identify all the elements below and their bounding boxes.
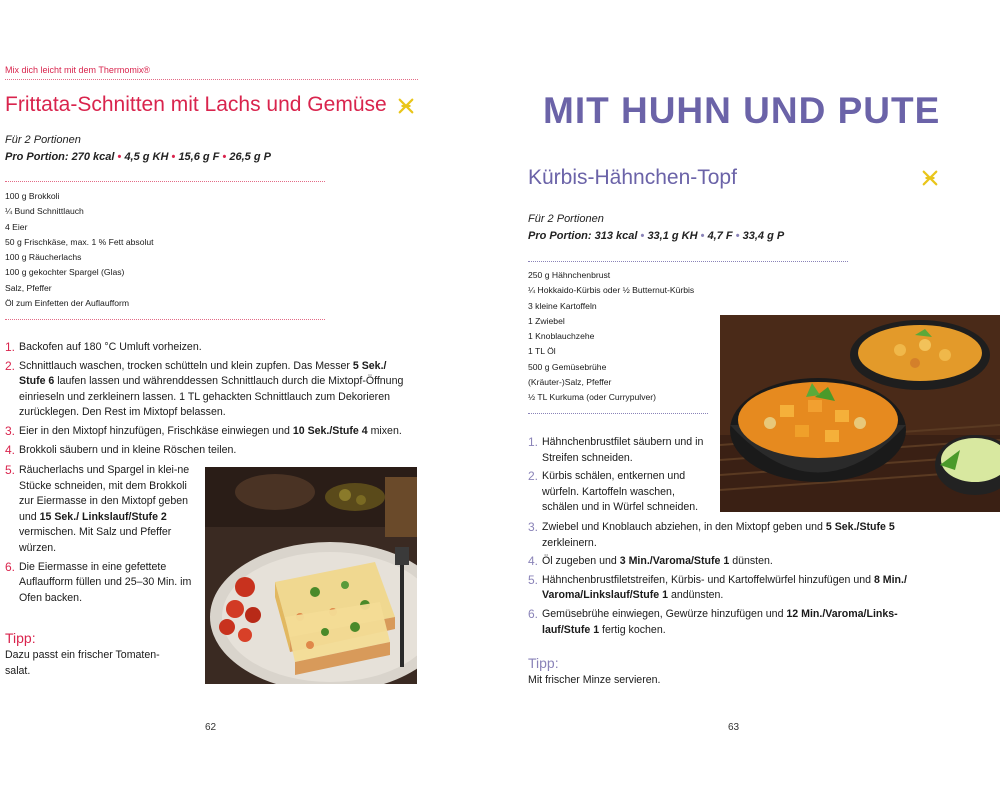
step-item — [5, 340, 412, 356]
ingredient-item: Salz, Pfeffer — [5, 282, 52, 293]
step-text: Öl zugeben und — [542, 555, 620, 568]
divider — [5, 319, 325, 320]
ingredient-item: ½ TL Kurkuma (oder Currypulver) — [528, 392, 656, 403]
step-number: 5. — [528, 572, 539, 587]
recipe-title: Frittata-Schnitten mit Lachs und Gemüse — [5, 93, 387, 116]
step-item — [5, 560, 195, 607]
step-number: 5. — [5, 463, 16, 477]
nutrition-protein: 33,4 g P — [742, 230, 785, 242]
step-item — [5, 359, 412, 421]
tip-text: Mit frischer Minze servieren. — [528, 674, 661, 686]
step-item — [5, 424, 412, 440]
step-list — [5, 340, 412, 461]
step-text: Zwiebel und Knoblauch abziehen, in den Mixtopf geben und — [542, 521, 826, 533]
thermomix-icon — [397, 97, 415, 115]
ingredient-list — [5, 189, 154, 311]
servings: Für 2 Portionen — [528, 213, 604, 225]
step-setting: 15 Sek./ Linkslauf/Stufe 2 — [39, 510, 167, 523]
step-item — [528, 469, 710, 516]
step-text: zerkleinern. — [542, 536, 597, 549]
ingredient-item: 1 Zwiebel — [528, 315, 565, 326]
servings: Für 2 Portionen — [5, 134, 81, 146]
recipe-title: Kürbis-Hähnchen-Topf — [528, 166, 737, 189]
step-text: Die Eiermasse in eine gefettete Auflaufform füllen und 25–30 Min. im Ofen backen. — [19, 560, 192, 604]
step-item — [528, 554, 928, 570]
step-text: Hähnchenbrustfiletstreifen, Kürbis- und Kartoffelwürfel hinzufügen und — [542, 573, 874, 586]
divider — [528, 413, 708, 414]
thermomix-icon — [921, 169, 939, 187]
ingredient-item: 1 TL Öl — [528, 346, 556, 357]
nutrition-info: Pro Portion: 270 kcal • 4,5 g KH • 15,6 g F • 26,5 g P — [5, 151, 271, 163]
step-text: andünsten. — [668, 589, 724, 602]
step-item — [5, 443, 412, 459]
tip-label: Tipp: — [5, 630, 36, 646]
step-number: 1. — [5, 340, 16, 354]
step-number: 4. — [528, 554, 539, 569]
nutrition-fat: 15,6 g F — [178, 151, 220, 163]
ingredient-item: 1 Knoblauchzehe — [528, 331, 595, 342]
nutrition-info: Pro Portion: 313 kcal • 33,1 g KH • 4,7 F • 33,4 g P — [528, 230, 785, 242]
step-number: 6. — [5, 559, 16, 574]
tip-label: Tipp: — [528, 655, 559, 671]
step-setting: 5 Sek./ Stufe 6 — [19, 359, 387, 388]
nutrition-kcal: 313 kcal — [594, 230, 638, 242]
nutrition-protein: 26,5 g P — [229, 151, 271, 163]
ingredient-item: 4 Eier — [5, 221, 28, 232]
step-text: fertig kochen. — [599, 623, 666, 636]
nutrition-label: Pro Portion: — [528, 230, 592, 242]
ingredient-list — [528, 268, 694, 406]
ingredient-item: 500 g Gemüsebrühe — [528, 361, 607, 372]
step-setting: 12 Min./Varoma/Links-lauf/Stufe 1 — [542, 607, 898, 636]
ingredient-item: 100 g Räucherlachs — [5, 252, 82, 263]
step-text: Backofen auf 180 °C Umluft vorheizen. — [19, 341, 202, 353]
right-page — [500, 0, 1000, 800]
nutrition-label: Pro Portion: — [5, 151, 69, 163]
step-text: laufen lassen und währenddessen Schnittlauch durch die Mixtopf-Öffnung einrieseln und zerkleinern lassen. 1 TL gehackten Schnittlauch zum Dekorieren zurücklegen. Den Rest im Mixtopf belassen. — [19, 375, 404, 419]
step-number: 2. — [528, 469, 539, 484]
ingredient-item: 50 g Frischkäse, max. 1 % Fett absolut — [5, 236, 154, 247]
step-text: Gemüsebrühe einwiegen, Gewürze hinzufügen und — [542, 607, 787, 620]
ingredient-item: 250 g Hähnchenbrust — [528, 270, 611, 280]
pumpkin-chicken-photo — [720, 315, 1000, 512]
step-text: Räucherlachs und Spargel in klei-ne Stücke schneiden, mit dem Brokkoli zur Eiermasse in den Mixtopf geben und — [19, 464, 190, 523]
ingredient-item: ¼ Bund Schnittlauch — [5, 206, 84, 217]
step-text: Schnittlauch waschen, trocken schütteln und klein zupfen. Das Messer — [19, 359, 353, 372]
step-text: Kürbis schälen, entkernen und würfeln. Kartoffeln waschen, schälen und in Würfel schneiden. — [542, 470, 699, 514]
step-item — [528, 520, 928, 551]
step-setting: 5 Sek./Stufe 5 — [825, 521, 895, 533]
frittata-photo — [205, 467, 417, 684]
step-number: 1. — [528, 435, 539, 449]
divider — [528, 261, 848, 262]
ingredient-item: 100 g gekochter Spargel (Glas) — [5, 267, 125, 278]
step-text: Brokkoli säubern und in kleine Röschen teilen. — [19, 443, 237, 456]
nutrition-kcal: 270 kcal — [71, 151, 115, 163]
step-text: vermischen. Mit Salz und Pfeffer würzen. — [19, 526, 172, 554]
ingredient-item: (Kräuter-)Salz, Pfeffer — [528, 377, 612, 388]
step-item — [5, 463, 195, 557]
step-item — [528, 573, 928, 604]
page-number: 62 — [205, 722, 217, 733]
step-list-narrow — [5, 463, 195, 609]
divider — [5, 181, 325, 182]
ingredient-item: ¼ Hokkaido-Kürbis oder ½ Butternut-Kürbis — [528, 285, 695, 296]
section-title: MIT HUHN UND PUTE — [543, 90, 941, 131]
ingredient-item: Öl zum Einfetten der Auflaufform — [5, 298, 130, 309]
nutrition-kh: 33,1 g KH — [647, 230, 698, 242]
step-number: 4. — [5, 442, 16, 457]
step-setting: 3 Min./Varoma/Stufe 1 — [619, 555, 730, 568]
running-head: Mix dich leicht mit dem Thermomix® — [5, 65, 150, 75]
step-item — [528, 435, 710, 466]
step-item — [528, 607, 928, 638]
step-setting: 10 Sek./Stufe 4 — [292, 424, 368, 437]
step-text: mixen. — [367, 424, 402, 437]
step-number: 2. — [5, 358, 16, 373]
ingredient-item: 100 g Brokkoli — [5, 191, 60, 201]
step-setting: 8 Min./ Varoma/Linkslauf/Stufe 1 — [542, 573, 907, 602]
step-list — [528, 520, 928, 641]
tip-text: Dazu passt ein frischer Tomaten-salat. — [5, 649, 160, 677]
step-text: dünsten. — [729, 555, 773, 568]
nutrition-kh: 4,5 g KH — [124, 151, 169, 163]
ingredient-item: 3 kleine Kartoffeln — [528, 300, 597, 311]
step-number: 3. — [528, 520, 539, 534]
page-number: 63 — [728, 722, 740, 733]
divider — [5, 79, 418, 80]
step-number: 6. — [528, 606, 539, 621]
step-text: Hähnchenbrustfilet säubern und in Streifen schneiden. — [542, 436, 704, 464]
step-list-narrow — [528, 435, 710, 519]
nutrition-fat: 4,7 F — [707, 230, 733, 242]
step-number: 3. — [5, 423, 16, 438]
step-text: Eier in den Mixtopf hinzufügen, Frischkäse einwiegen und — [19, 424, 293, 437]
